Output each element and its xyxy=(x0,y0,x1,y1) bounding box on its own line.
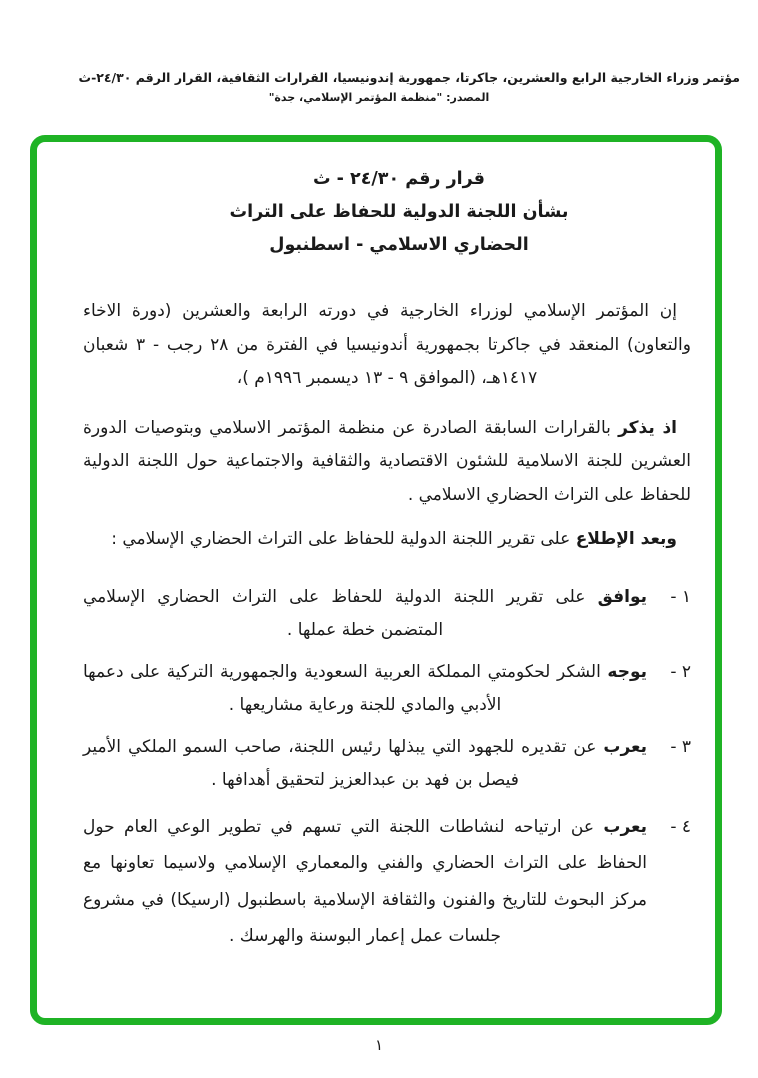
preamble-paragraph-recalling xyxy=(83,412,691,513)
resolution-title xyxy=(95,163,703,262)
item-number: ٤ - xyxy=(670,816,691,837)
preamble-paragraph-session xyxy=(83,295,691,396)
page-number: ١ xyxy=(374,1036,384,1054)
item-number: ١ - xyxy=(670,586,691,607)
preamble-lead: اذ يذكر xyxy=(618,417,677,438)
item-number: ٢ - xyxy=(670,661,691,682)
item-lead-verb: يوجه xyxy=(607,661,647,682)
preamble-lead: وبعد الإطلاع xyxy=(575,529,677,549)
resolution-item-2 xyxy=(83,656,691,723)
operative-items-list xyxy=(83,581,691,955)
item-text xyxy=(83,809,647,955)
item-text xyxy=(83,656,647,723)
document-header xyxy=(18,70,740,104)
preamble-text: إن المؤتمر الإسلامي لوزراء الخارجية في دورته الرابعة والعشرين (دورة الاخاء والتعاون) المنعقد في جاكرتا بجمهورية أندونيسيا في الفترة من ٢٨ رجب - ٣ شعبان ١٤١٧هـ، (الموافق ٩ - ١٣ ديسمبر ١٩٩٦م )، xyxy=(83,301,691,388)
item-body-text: الشكر لحكومتي المملكة العربية السعودية والجمهورية التركية على دعمها الأدبي والمادي للجنة ورعاية مشاريعها . xyxy=(83,661,608,715)
resolution-item-4 xyxy=(83,809,691,955)
item-number: ٣ - xyxy=(670,736,691,757)
header-source-line: المصدر: "منظمة المؤتمر الإسلامي، جدة" xyxy=(268,91,490,104)
item-text xyxy=(83,731,647,798)
title-line-subject-2: الحضاري الاسلامي - اسطنبول xyxy=(269,235,529,255)
item-text xyxy=(83,581,647,648)
title-line-number: قرار رقم ٢٤/٣٠ - ث xyxy=(312,169,486,189)
header-citation-line: مؤتمر وزراء الخارجية الرابع والعشرين، جاكرتا، جمهورية إندونيسيا، القرارات الثقافية، القرار الرقم ٢٤/٣٠-ث xyxy=(78,70,740,85)
preamble-paragraph-having-reviewed xyxy=(83,523,691,557)
item-lead-verb: يعرب xyxy=(603,736,647,757)
resolution-item-3 xyxy=(83,731,691,798)
resolution-border-box xyxy=(30,135,722,1025)
resolution-item-1 xyxy=(83,581,691,648)
item-lead-verb: يعرب xyxy=(603,816,647,837)
preamble-text: على تقرير اللجنة الدولية للحفاظ على التراث الحضاري الإسلامي : xyxy=(111,529,576,549)
item-body-text: عن ارتياحه لنشاطات اللجنة التي تسهم في تطوير الوعي العام حول الحفاظ على التراث الحضاري والفني والمعماري الإسلامي ولاسيما تعاونها مع مركز البحوث للتاريخ والفنون والثقافة الإسلامية باسطنبول (ارسيكا) في مشروع جلسات عمل إعمار البوسنة والهرسك . xyxy=(83,816,647,946)
item-lead-verb: يوافق xyxy=(597,586,647,607)
title-line-subject: بشأن اللجنة الدولية للحفاظ على التراث xyxy=(229,202,569,222)
item-body-text: عن تقديره للجهود التي يبذلها رئيس اللجنة، صاحب السمو الملكي الأمير فيصل بن فهد بن عبدالعزيز لتحقيق أهدافها . xyxy=(83,736,604,790)
item-body-text: على تقرير اللجنة الدولية للحفاظ على التراث الحضاري الإسلامي المتضمن خطة عملها . xyxy=(83,586,598,640)
preamble-text: بالقرارات السابقة الصادرة عن منظمة المؤتمر الاسلامي وبتوصيات الدورة العشرين للجنة الاسلامية للشئون الاقتصادية والثقافية والاجتماعية حول اللجنة الدولية للحفاظ على التراث الحضاري الاسلامي . xyxy=(83,417,691,505)
